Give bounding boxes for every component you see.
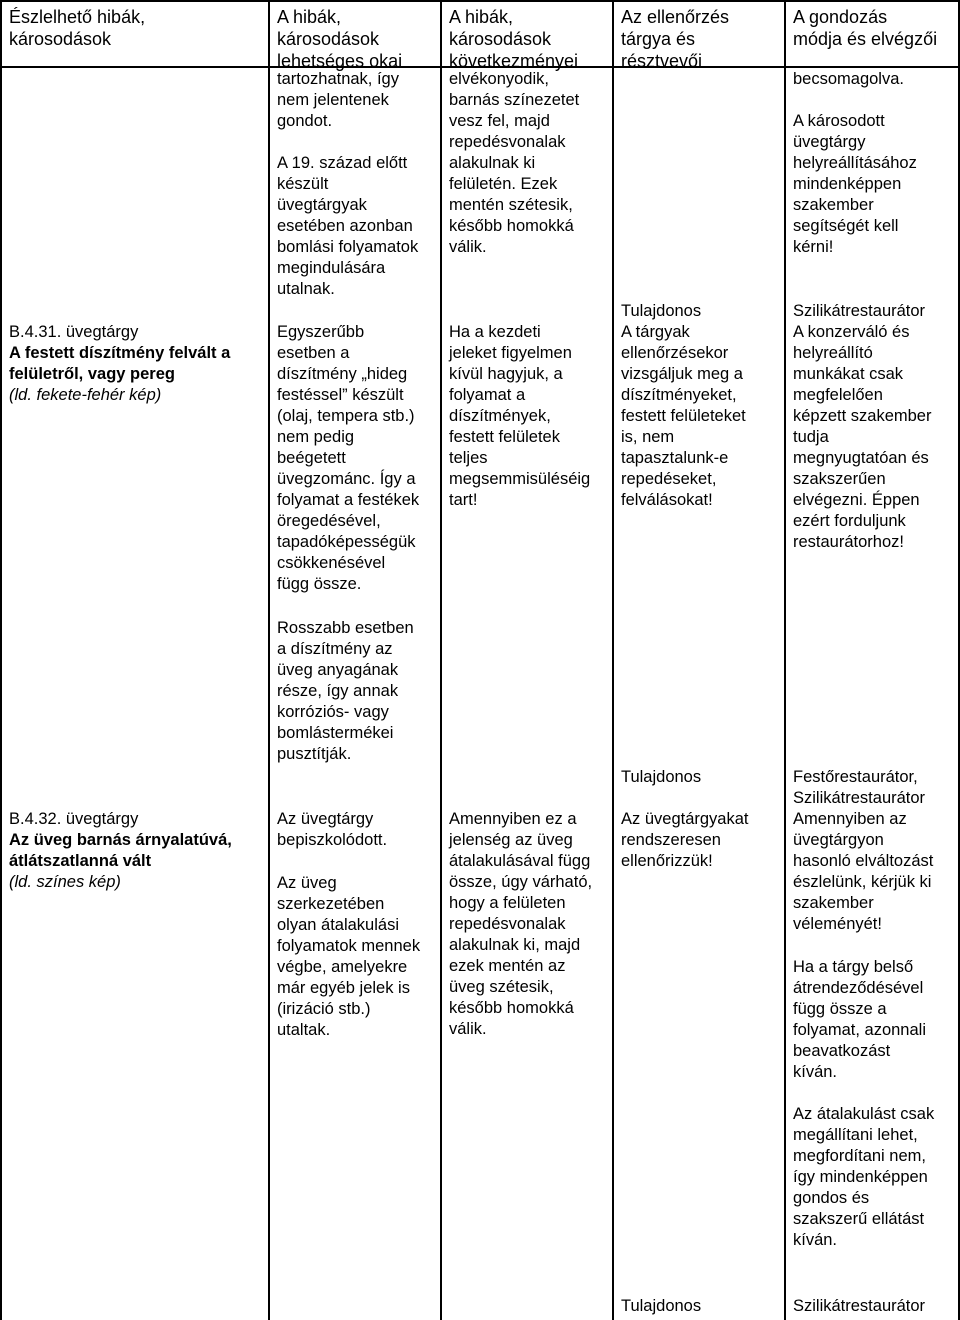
inspection-text: Az üvegtárgyakat rendszeresen ellenőrizzük! [621,810,749,870]
inspector-label: Tulajdonos [621,1297,702,1315]
care-text: Ha a tárgy belső átrendeződésével függ össze a folyamat, azonnali beavatkozást kíván. [793,958,926,1081]
caretaker-label: Szilikátrestaurátor [793,302,926,320]
cause-text: Egyszerűbb esetben a díszítmény „hideg festéssel” készült (olaj, tempera stb.) nem pedig beégetett üvegzománc. Így a folyamat a festékek öregedésével, tapadóképességük csökkenésével függ össze. [277,323,420,593]
header-care: A gondozás módja és elvégzői [793,7,938,49]
header-damage: Észlelhető hibák, károsodások [9,7,146,49]
inspector-label: Tulajdonos [621,768,702,786]
cause-text: Az üveg szerkezetében olyan átalakulási folyamatok mennek végbe, amelyekre már egyéb jelek is (irizáció stb.) utaltak. [277,874,421,1039]
column-divider [268,0,270,1320]
damage-title: Az üveg barnás árnyalatúvá, átlátszatlanná vált [9,831,232,870]
damage-note: (ld. színes kép) [9,873,121,891]
damage-title: A festett díszítmény felvált a felületről, vagy pereg [9,344,231,383]
header-consequences: A hibák, károsodások következményei [449,7,579,71]
carry-consequence-text: elvékonyodik, barnás színezetet vesz fel, majd repedésvonalak alakulnak ki felületén. Ezek mentén szétesik, később homokká válik. [449,70,580,256]
inspection-text: A tárgyak ellenőrzésekor vizsgáljuk meg a díszítményeket, festett felületeket is, nem tapasztalunk-e repedéseket, felválásokat! [621,323,746,509]
caretaker-label: Szilikátrestaurátor [793,1297,926,1315]
caretaker-label: Festőrestaurátor, Szilikátrestaurátor [793,768,926,807]
damage-code: B.4.32. üvegtárgy [9,810,139,828]
carry-cause-text: A 19. század előtt készült üvegtárgyak esetében azonban bomlási folyamatok megindulására utalnak. [277,154,419,298]
consequence-text: Amennyiben ez a jelenség az üveg átalakulásával függ össze, úgy várható, hogy a felületen repedésvonalak alakulnak ki, majd ezek mentén az üveg szétesik, később homokká válik. [449,810,593,1038]
care-text: A konzerváló és helyreállító munkákat csak megfelelően képzett szakember tudja megnyugtatóan és szakszerűen elvégezni. Éppen ezért forduljunk restaurátorhoz! [793,323,932,551]
care-text: Az átalakulást csak megállítani lehet, megfordítani nem, így mindenképpen gondos és szakszerű ellátást kíván. [793,1105,935,1249]
damage-note: (ld. fekete-fehér kép) [9,386,162,404]
cause-text: Az üvegtárgy bepiszkolódott. [277,810,388,849]
cause-text: Rosszabb esetben a díszítmény az üveg anyagának része, így annak korróziós- vagy bomlástermékei pusztítják. [277,619,414,763]
header-causes: A hibák, károsodások lehetséges okai [277,7,403,71]
column-divider [612,0,614,1320]
column-divider [440,0,442,1320]
carry-cause-text: tartozhatnak, így nem jelentenek gondot. [277,70,399,130]
column-divider [784,0,786,1320]
inspector-label: Tulajdonos [621,302,702,320]
header-inspection: Az ellenőrzés tárgya és résztvevői [621,7,730,71]
consequence-text: Ha a kezdeti jeleket figyelmen kívül hagyjuk, a folyamat a díszítmények, festett felületek teljes megsemmisüléséig tart! [449,323,591,509]
care-text: Amennyiben az üvegtárgyon hasonló elváltozást észlelünk, kérjük ki szakember véleményét! [793,810,934,933]
carry-care-text: A károsodott üvegtárgy helyreállításához mindenképpen szakember segítségét kell kérni! [793,112,917,256]
damage-code: B.4.31. üvegtárgy [9,323,139,341]
carry-care-text: becsomagolva. [793,70,904,88]
